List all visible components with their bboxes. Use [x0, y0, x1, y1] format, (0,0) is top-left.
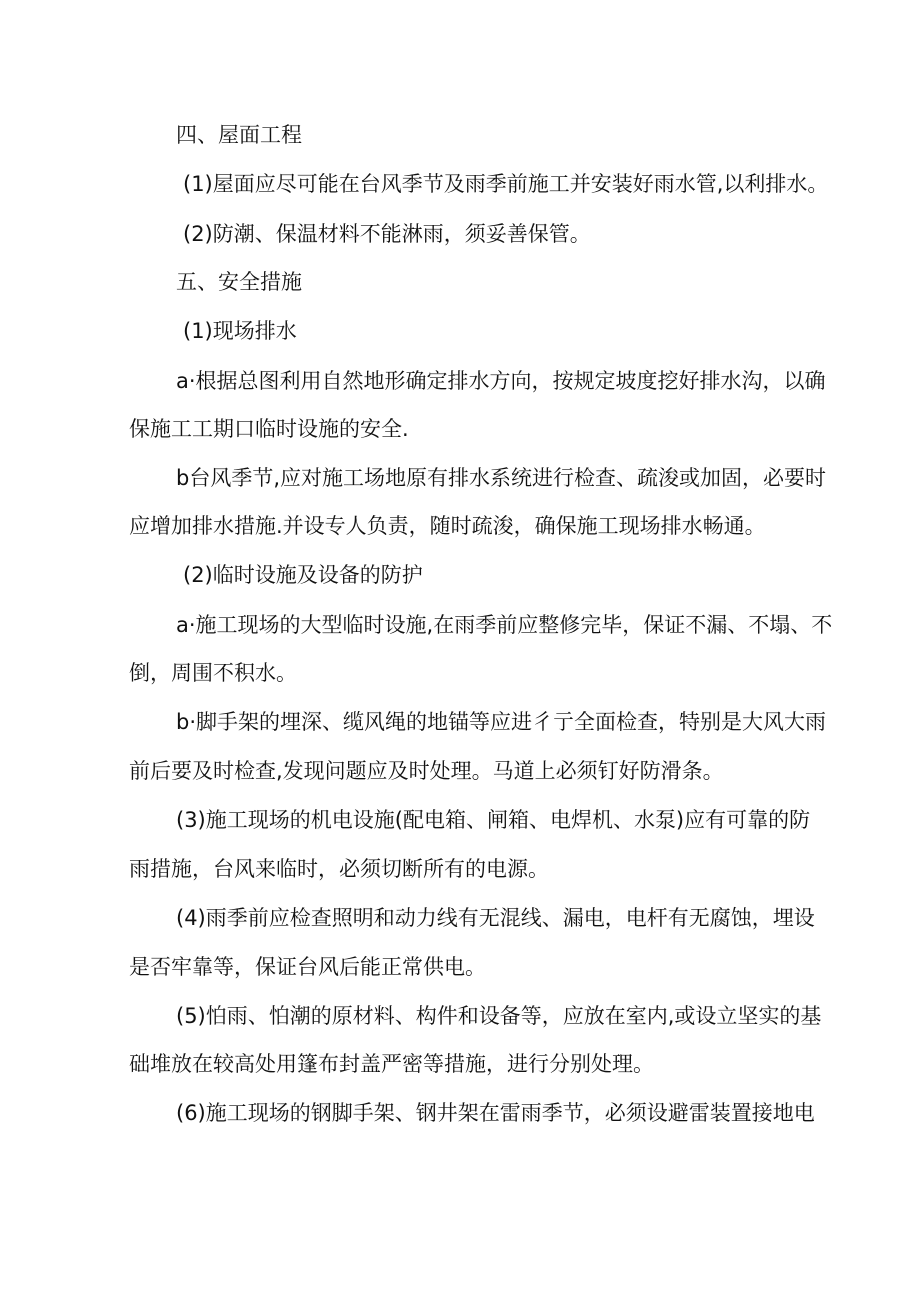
- subheading-drainage: (1)现场排水: [183, 319, 297, 343]
- paragraph-line: (5)怕雨、怕潮的原材料、构件和设备等，应放在室内,或设立坚实的基: [176, 1004, 822, 1028]
- paragraph-line: 是否牢靠等，保证台风后能正常供电。: [129, 955, 486, 979]
- section-heading-roof: 四、屋面工程: [176, 123, 302, 147]
- paragraph-line: 雨措施，台风来临时，必须切断所有的电源。: [129, 857, 549, 881]
- paragraph-line: b·脚手架的埋深、缆风绳的地锚等应进彳亍全面检查，特别是大风大雨: [176, 710, 827, 734]
- paragraph-line: (1)屋面应尽可能在台风季节及雨季前施工并安装好雨水管,以利排水。: [183, 172, 829, 196]
- section-heading-safety: 五、安全措施: [176, 270, 302, 294]
- paragraph-line: 前后要及时检查,发现问题应及时处理。马道上必须钉好防滑条。: [129, 759, 724, 783]
- paragraph-line: (4)雨季前应检查照明和动力线有无混线、漏电，电杆有无腐蚀，埋设: [176, 906, 815, 930]
- paragraph-line: 保施工工期口临时设施的安全.: [129, 417, 409, 441]
- paragraph-line: (2)防潮、保温材料不能淋雨，须妥善保管。: [183, 222, 591, 246]
- paragraph-line: 础堆放在较高处用篷布封盖严密等措施，进行分别处理。: [129, 1052, 654, 1076]
- paragraph-line: 倒，周围不积水。: [129, 661, 297, 685]
- paragraph-line: a·根据总图利用自然地形确定排水方向，按规定坡度挖好排水沟，以确: [176, 369, 826, 393]
- paragraph-line: b台风季节,应对施工场地原有排水系统进行检查、疏浚或加固，必要时: [176, 466, 827, 490]
- paragraph-line: a·施工现场的大型临时设施,在雨季前应整修完毕，保证不漏、不塌、不: [176, 613, 833, 637]
- subheading-temporary-facilities: (2)临时设施及设备的防护: [183, 563, 423, 587]
- paragraph-line: (6)施工现场的钢脚手架、钢井架在雷雨季节，必须设避雷装置接地电: [176, 1101, 815, 1125]
- paragraph-line: 应增加排水措施.并设专人负责，随时疏浚，确保施工现场排水畅通。: [129, 514, 766, 538]
- paragraph-line: (3)施工现场的机电设施(配电箱、闸箱、电焊机、水泵)应有可靠的防: [176, 808, 811, 832]
